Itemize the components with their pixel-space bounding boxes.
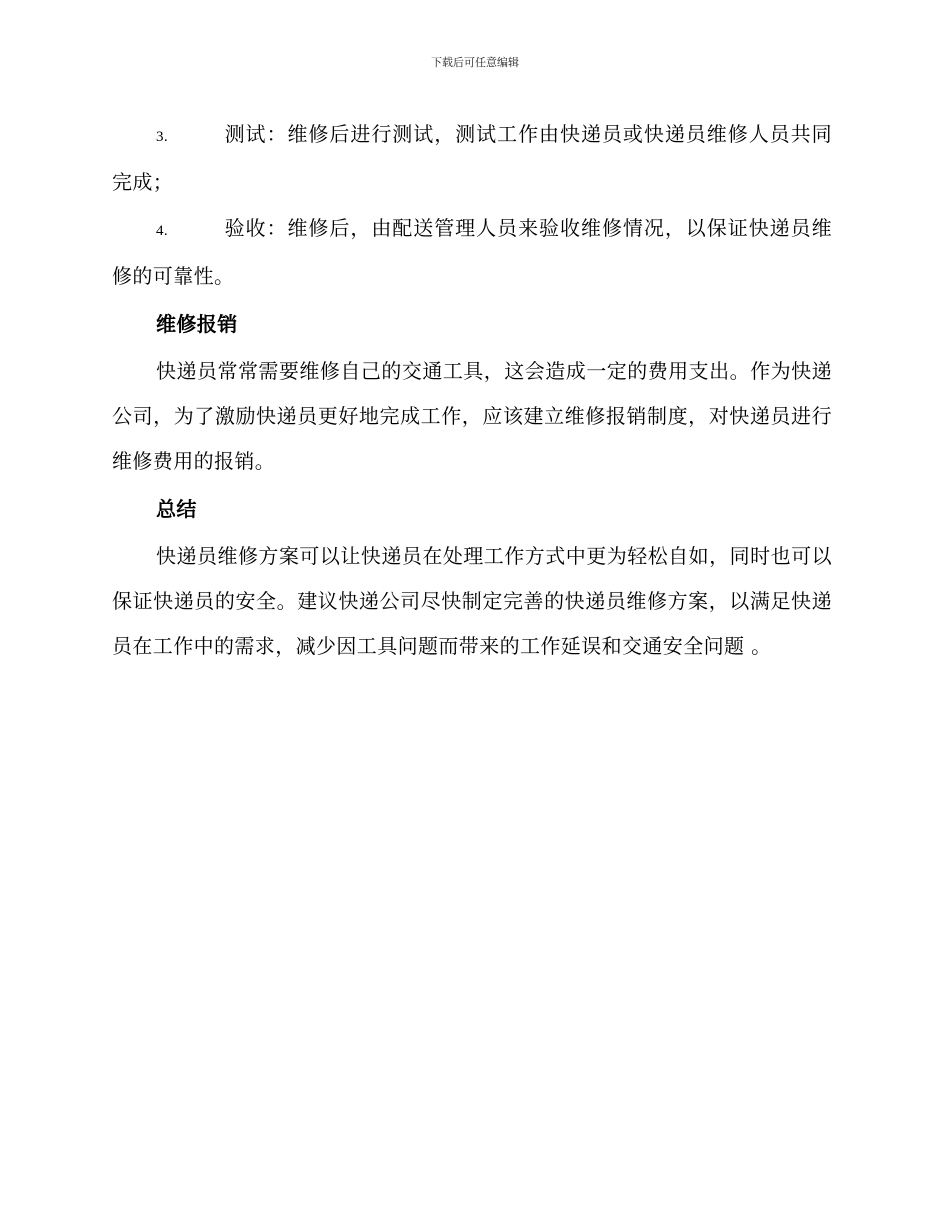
section-paragraph-reimbursement: 快递员常常需要维修自己的交通工具，这会造成一定的费用支出。作为快递公司，为了激励快递员更好地完成工作，应该建立维修报销制度，对快递员进行维修费用的报销。 [112, 359, 832, 473]
document-body [112, 112, 832, 670]
list-item-3 [112, 112, 832, 205]
section-paragraph-summary: 快递员维修方案可以让快递员在处理工作方式中更为轻松自如，同时也可以保证快递员的安全。建议快递公司尽快制定完善的快递员维修方案，以满足快递员在工作中的需求，减少因工具问题而带来的工作延误和交通安全问题 。 [112, 544, 832, 658]
page-header: 下载后可任意编辑 [431, 56, 519, 69]
list-item-4 [112, 206, 832, 299]
section-heading-summary: 总结 [156, 497, 197, 521]
list-item-text: 测试：维修后进行测试，测试工作由快递员或快递员维修人员共同完成； [112, 122, 832, 194]
section-heading-reimbursement: 维修报销 [156, 312, 238, 336]
list-number: 3. [156, 129, 169, 145]
list-number: 4. [156, 223, 169, 239]
list-item-text: 验收：维修后，由配送管理人员来验收维修情况，以保证快递员维修的可靠性。 [112, 216, 832, 288]
